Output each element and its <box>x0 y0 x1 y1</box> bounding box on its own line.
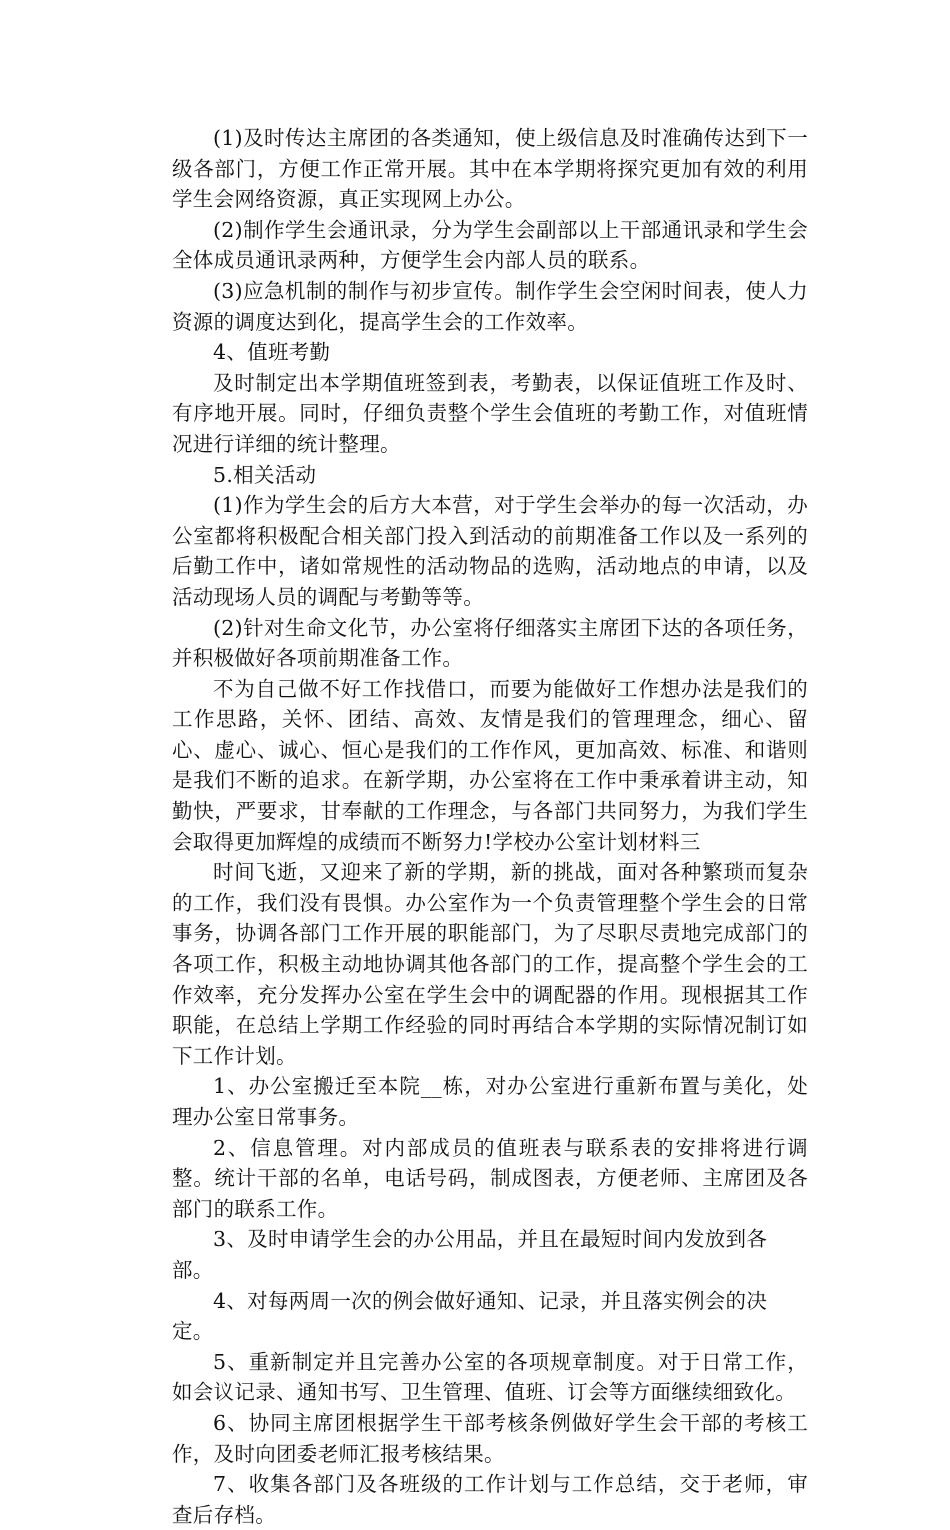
section-heading: 5.相关活动 <box>213 462 317 487</box>
paragraph: (2)制作学生会通讯录，分为学生会副部以上干部通讯录和学生会全体成员通讯录两种，方便学生会内部人员的联系。 <box>172 217 808 273</box>
list-item: 1、办公室搬迁至本院__栋，对办公室进行重新布置与美化，处理办公室日常事务。 <box>172 1074 808 1129</box>
list-item: 6、协同主席团根据学生干部考核条例做好学生会干部的考核工作，及时向团委老师汇报考核结果。 <box>172 1410 808 1466</box>
list-item: 4、对每两周一次的例会做好通知、记录，并且落实例会的决定。 <box>172 1288 768 1344</box>
paragraph: 及时制定出本学期值班签到表，考勤表，以保证值班工作及时、有序地开展。同时，仔细负责整个学生会值班的考勤工作，对值班情况进行详细的统计整理。 <box>172 370 808 456</box>
list-item: 3、及时申请学生会的办公用品，并且在最短时间内发放到各部。 <box>172 1227 768 1282</box>
paragraph: 时间飞逝，又迎来了新的学期，新的挑战，面对各种繁琐而复杂的工作，我们没有畏惧。办公室作为一个负责管理整个学生会的日常事务，协调各部门工作开展的职能部门，为了尽职尽责地完成部门的各项工作，积极主动地协调其他各部门的工作，提高整个学生会的工作效率，充分发挥办公室在学生会中的调配器的作用。现根据其工作职能，在总结上学期工作经验的同时再结合本学期的实际情况制订如下工作计划。 <box>172 860 808 1068</box>
paragraph: (1)及时传达主席团的各类通知，使上级信息及时准确传达到下一级各部门，方便工作正常开展。其中在本学期将探究更加有效的利用学生会网络资源，真正实现网上办公。 <box>172 126 808 212</box>
section-heading: 4、值班考勤 <box>213 340 331 365</box>
paragraph: (1)作为学生会的后方大本营，对于学生会举办的每一次活动，办公室都将积极配合相关部门投入到活动的前期准备工作以及一系列的后勤工作中，诸如常规性的活动物品的选购，活动地点的申请，以及活动现场人员的调配与考勤等等。 <box>172 493 808 609</box>
list-item: 2、信息管理。对内部成员的值班表与联系表的安排将进行调整。统计干部的名单，电话号码，制成图表，方便老师、主席团及各部门的联系工作。 <box>172 1135 808 1221</box>
list-item: 5、重新制定并且完善办公室的各项规章制度。对于日常工作，如会议记录、通知书写、卫生管理、值班、订会等方面继续细致化。 <box>172 1349 808 1405</box>
paragraph: (2)针对生命文化节，办公室将仔细落实主席团下达的各项任务，并积极做好各项前期准备工作。 <box>172 615 808 671</box>
paragraph: 不为自己做不好工作找借口，而要为能做好工作想办法是我们的工作思路，关怀、团结、高效、友情是我们的管理理念，细心、留心、虚心、诚心、恒心是我们的工作作风，更加高效、标准、和谐则是我们不断的追求。在新学期，办公室将在工作中秉承着讲主动，知勤快，严要求，甘奉献的工作理念，与各部门共同努力，为我们学生会取得更加辉煌的成绩而不断努力!学校办公室计划材料三 <box>172 676 808 854</box>
paragraph: (3)应急机制的制作与初步宣传。制作学生会空闲时间表，使人力资源的调度达到化，提高学生会的工作效率。 <box>172 278 808 334</box>
document-body <box>172 123 808 1530</box>
list-item: 7、收集各部门及各班级的工作计划与工作总结，交于老师，审查后存档。 <box>172 1472 808 1527</box>
